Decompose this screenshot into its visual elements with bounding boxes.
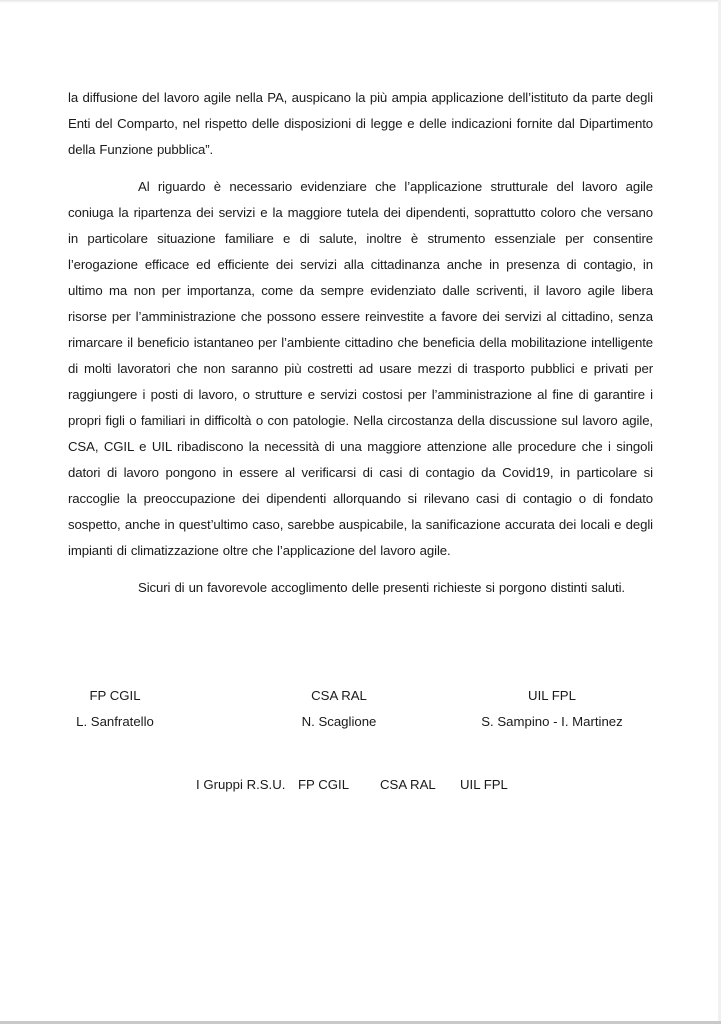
document-body bbox=[68, 85, 653, 601]
signature-csa-ral bbox=[284, 683, 394, 735]
page-top-shadow bbox=[0, 0, 721, 3]
paragraph-main: Al riguardo è necessario evidenziare che l’applicazione strutturale del lavoro agile coniuga la ripartenza dei servizi e la maggiore tutela dei dipendenti, soprattutto coloro che versano in particolare situazione familiare e di salute, inoltre è strumento essenziale per consentire l’erogazione efficace ed efficiente dei servizi alla cittadinanza anche in presenza di contagio, in ultimo ma non per importanza, come da sempre evidenziato dalle scriventi, il lavoro agile libera risorse per l’amministrazione che possono essere reinvestite a favore dei servizi al cittadino, senza rimarcare il beneficio istantaneo per l’ambiente cittadino che beneficia della mobilitazione intelligente di molti lavoratori che non saranno più costretti ad usare mezzi di trasporto pubblici e privati per raggiungere i posti di lavoro, o strutture e servizi costosi per l’amministrazione al fine di garantire i propri figli o familiari in difficoltà o con patologie. Nella circostanza della discussione sul lavoro agile, CSA, CGIL e UIL ribadiscono la necessità di una maggiore attenzione alle procedure che i singoli datori di lavoro pongono in essere al verificarsi di casi di contagio da Covid19, in particolare si raccoglie la preoccupazione dei dipendenti allorquando si rilevano casi di contagio o di fondato sospetto, anche in quest’ultimo caso, sarebbe auspicabile, la sanificazione accurata dei locali e degli impianti di climatizzazione oltre che l’applicazione del lavoro agile. bbox=[68, 179, 653, 558]
signature-fp-cgil bbox=[60, 683, 170, 735]
signature-org: UIL FPL bbox=[528, 688, 576, 703]
signature-names: S. Sampino - I. Martinez bbox=[481, 714, 623, 729]
signature-org: CSA RAL bbox=[311, 688, 367, 703]
signature-names: L. Sanfratello bbox=[76, 714, 154, 729]
paragraph-continuation: la diffusione del lavoro agile nella PA, auspicano la più ampia applicazione dell’istituto da parte degli Enti del Comparto, nel rispetto delle disposizioni di legge e delle indicazioni fornite dal Dipartimento della Funzione pubblica”. bbox=[68, 90, 653, 157]
signature-uil-fpl bbox=[467, 683, 637, 735]
rsu-org: FP CGIL bbox=[298, 777, 350, 792]
rsu-org: CSA RAL bbox=[380, 777, 436, 792]
closing-salutation: Sicuri di un favorevole accoglimento delle presenti richieste si porgono distinti saluti. bbox=[138, 580, 625, 595]
signature-org: FP CGIL bbox=[89, 688, 141, 703]
signature-names: N. Scaglione bbox=[301, 714, 377, 729]
rsu-org: UIL FPL bbox=[460, 777, 508, 792]
rsu-label: I Gruppi R.S.U. bbox=[196, 777, 286, 792]
